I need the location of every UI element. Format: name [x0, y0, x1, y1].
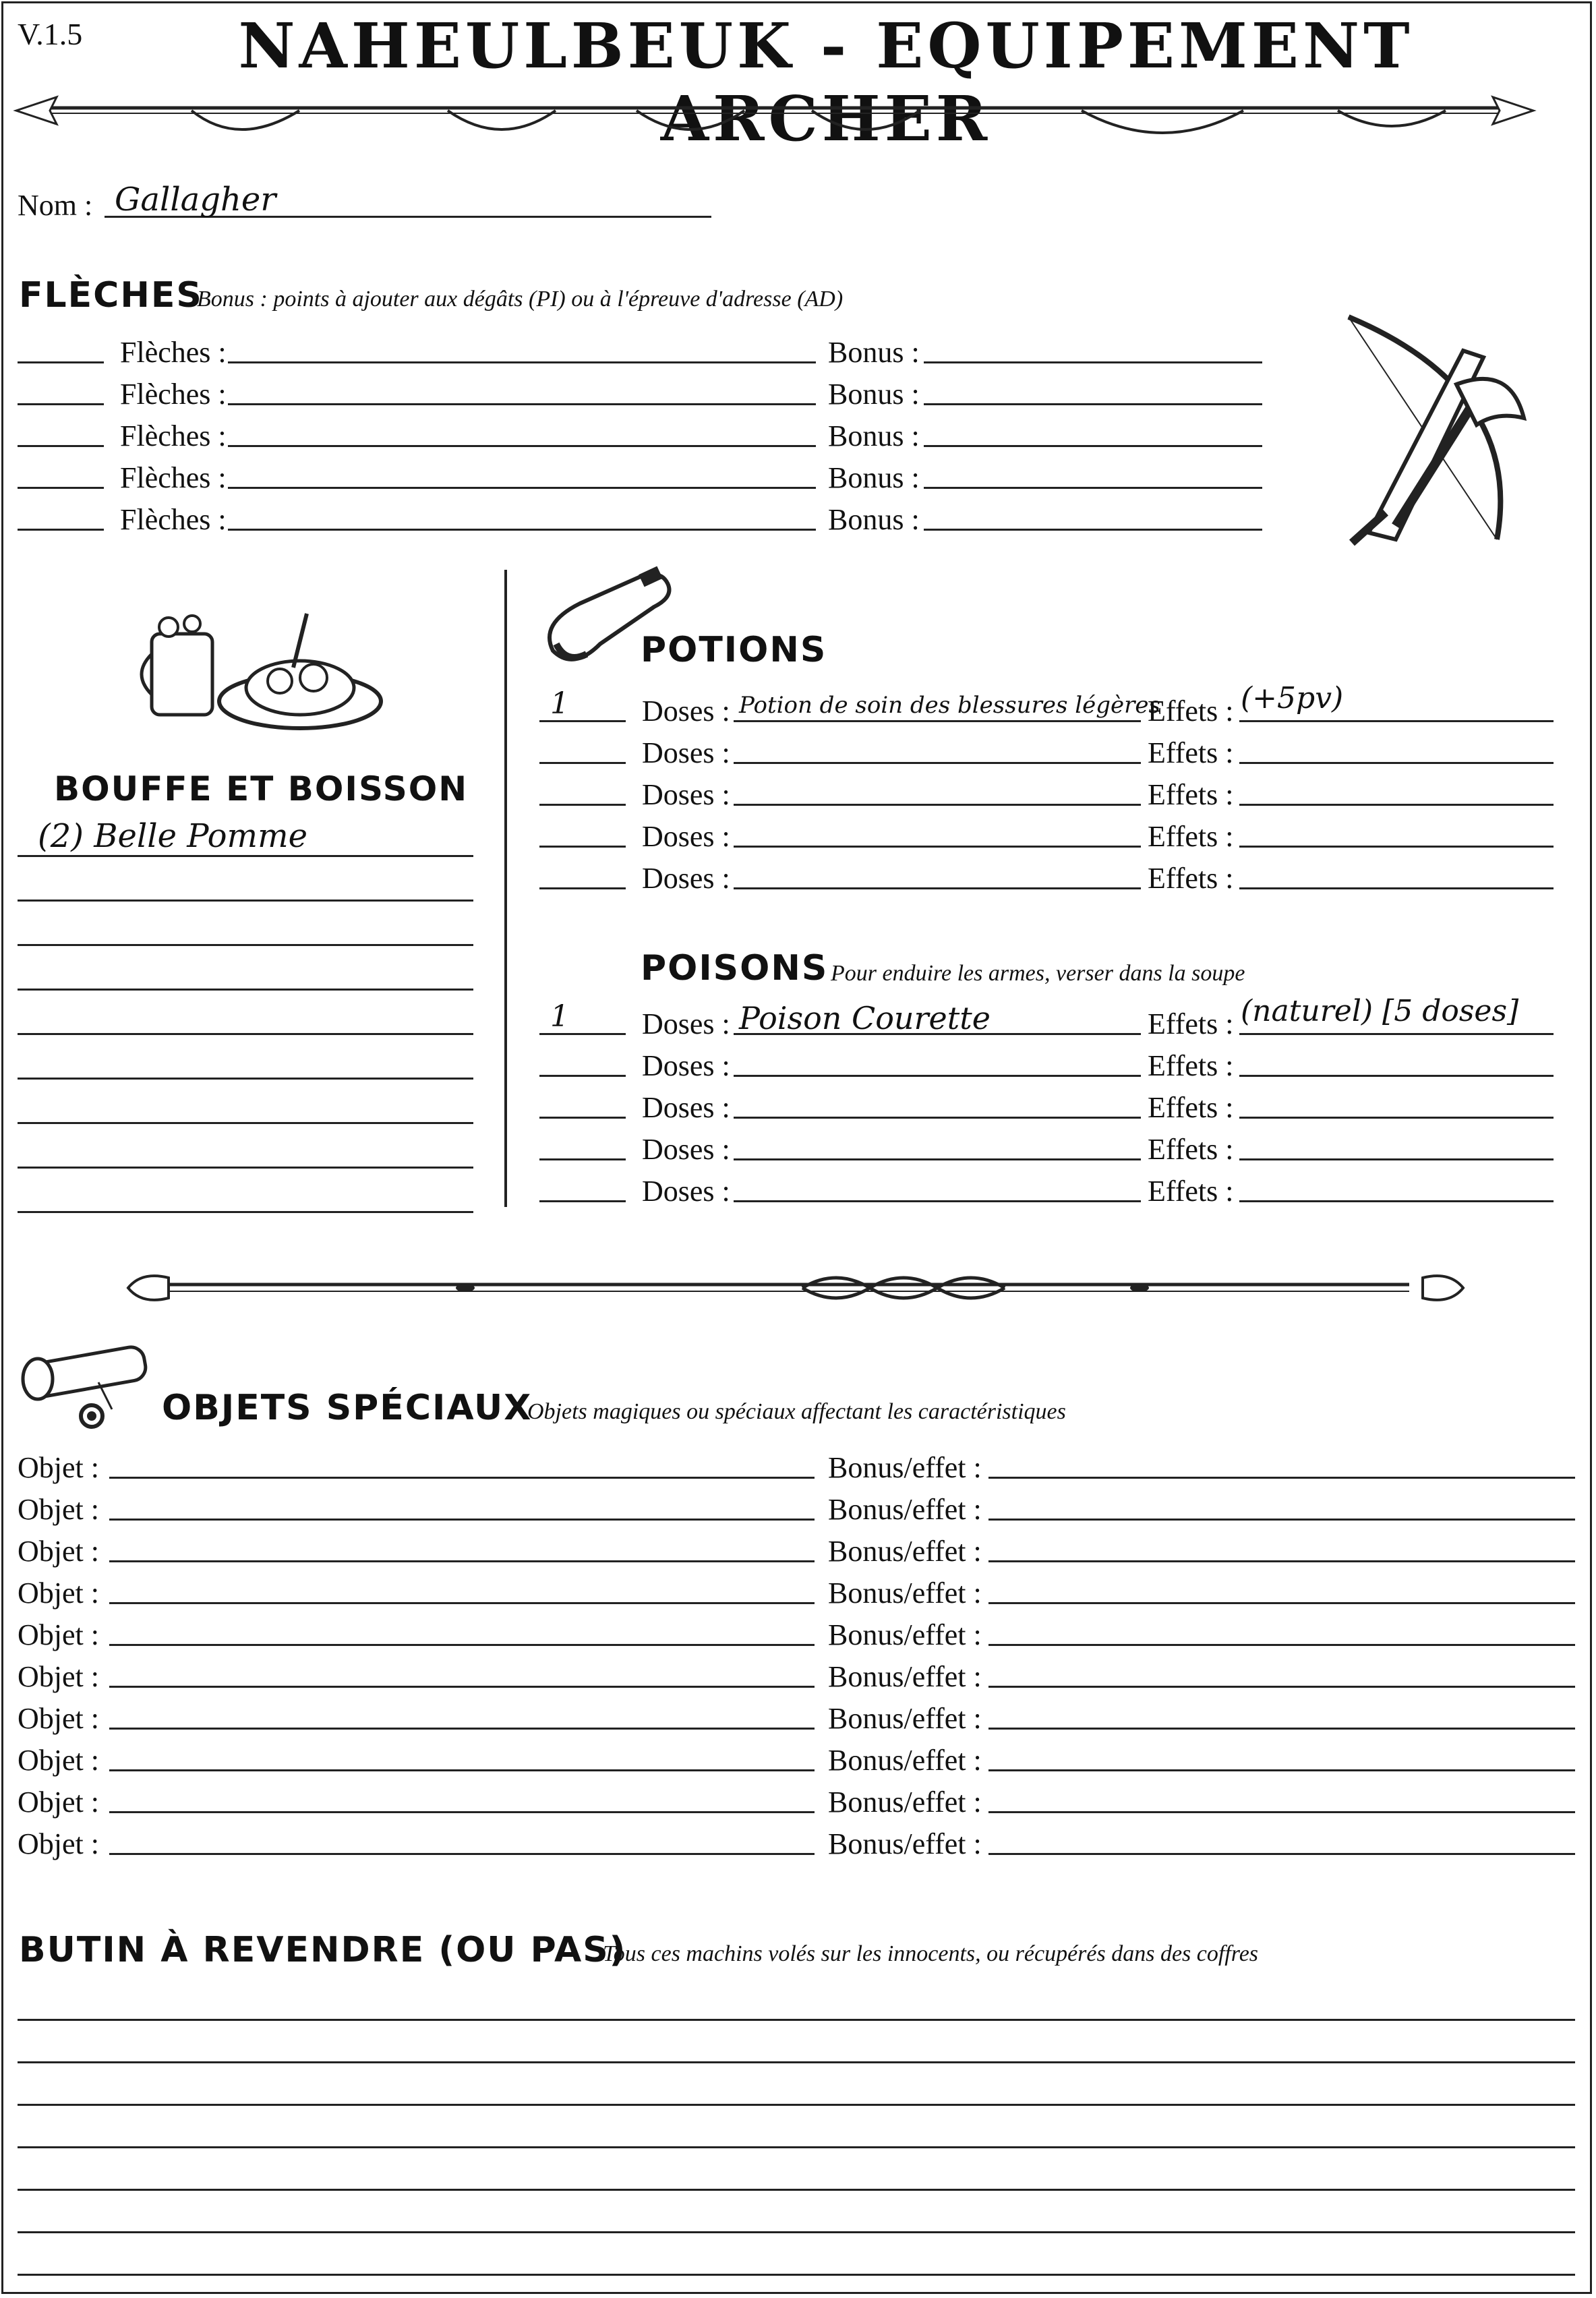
bow-axe-icon — [1322, 310, 1564, 553]
butin-line[interactable] — [18, 2231, 1575, 2233]
objet-bonus-line[interactable] — [988, 1519, 1575, 1521]
poisons-effect-line[interactable] — [1239, 1158, 1554, 1160]
potions-qty[interactable]: 1 — [550, 686, 569, 721]
objet-bonus-label: Bonus/effet : — [828, 1493, 982, 1526]
food-line[interactable] — [18, 900, 473, 902]
poisons-name-line[interactable] — [734, 1158, 1141, 1160]
butin-subtitle: Tous ces machins volés sur les innocents, ou récupérés dans des coffres — [603, 1941, 1259, 1966]
potions-qty-line[interactable] — [539, 846, 626, 848]
name-label: Nom : — [18, 189, 93, 222]
fleches-label: Flèches : — [120, 378, 227, 411]
poisons-qty-line[interactable] — [539, 1075, 626, 1077]
objet-bonus-line[interactable] — [988, 1686, 1575, 1688]
food-line[interactable] — [18, 855, 473, 857]
fleches-name-line[interactable] — [228, 445, 816, 447]
objet-bonus-label: Bonus/effet : — [828, 1535, 982, 1568]
poisons-effect-line[interactable] — [1239, 1200, 1554, 1202]
objet-line[interactable] — [109, 1811, 815, 1813]
butin-line[interactable] — [18, 2274, 1575, 2276]
potions-qty-line[interactable] — [539, 887, 626, 889]
objet-label: Objet : — [18, 1535, 99, 1568]
objet-label: Objet : — [18, 1702, 99, 1735]
objet-line[interactable] — [109, 1644, 815, 1646]
objet-bonus-line[interactable] — [988, 1811, 1575, 1813]
poisons-qty-line[interactable] — [539, 1117, 626, 1119]
poisons-name[interactable]: Poison Courette — [739, 1000, 991, 1036]
objet-line[interactable] — [109, 1853, 815, 1855]
fleches-bonus-line[interactable] — [924, 361, 1262, 363]
objet-bonus-line[interactable] — [988, 1477, 1575, 1479]
poisons-doses-label: Doses : — [642, 1049, 730, 1082]
potions-name-line[interactable] — [734, 804, 1141, 806]
butin-line[interactable] — [18, 2019, 1575, 2021]
potions-effect-line[interactable] — [1239, 804, 1554, 806]
poisons-effects-label: Effets : — [1148, 1175, 1234, 1208]
objet-bonus-label: Bonus/effet : — [828, 1451, 982, 1484]
objet-bonus-line[interactable] — [988, 1602, 1575, 1604]
objet-bonus-line[interactable] — [988, 1853, 1575, 1855]
food-line[interactable] — [18, 989, 473, 991]
poisons-title: POISONS — [641, 948, 829, 989]
potions-effects-label: Effets : — [1148, 820, 1234, 853]
objet-line[interactable] — [109, 1769, 815, 1771]
potions-name-line[interactable] — [734, 846, 1141, 848]
butin-line[interactable] — [18, 2061, 1575, 2063]
fleches-bonus-line[interactable] — [924, 529, 1262, 531]
objet-bonus-line[interactable] — [988, 1728, 1575, 1730]
objet-line[interactable] — [109, 1728, 815, 1730]
poisons-effects-label: Effets : — [1148, 1007, 1234, 1040]
objet-line[interactable] — [109, 1519, 815, 1521]
objet-label: Objet : — [18, 1744, 99, 1777]
fleches-name-line[interactable] — [228, 487, 816, 489]
fleches-qty-line[interactable] — [18, 403, 104, 405]
potions-name-line[interactable] — [734, 762, 1141, 764]
fleches-bonus-label: Bonus : — [828, 378, 920, 411]
objet-label: Objet : — [18, 1451, 99, 1484]
objet-label: Objet : — [18, 1786, 99, 1819]
fleches-label: Flèches : — [120, 419, 227, 452]
potions-doses-label: Doses : — [642, 862, 730, 895]
objet-bonus-line[interactable] — [988, 1769, 1575, 1771]
potions-qty-line[interactable] — [539, 762, 626, 764]
fleches-name-line[interactable] — [228, 361, 816, 363]
potions-effect-line[interactable] — [1239, 762, 1554, 764]
potions-effect-line[interactable] — [1239, 887, 1554, 889]
potions-doses-label: Doses : — [642, 778, 730, 811]
objet-bonus-label: Bonus/effet : — [828, 1786, 982, 1819]
staff-divider-icon — [128, 1261, 1463, 1308]
fleches-bonus-line[interactable] — [924, 403, 1262, 405]
poisons-effects-label: Effets : — [1148, 1133, 1234, 1166]
potions-effects-label: Effets : — [1148, 778, 1234, 811]
fleches-bonus-line[interactable] — [924, 487, 1262, 489]
potions-qty-line[interactable] — [539, 804, 626, 806]
fleches-name-line[interactable] — [228, 403, 816, 405]
objet-line[interactable] — [109, 1477, 815, 1479]
potions-title: POTIONS — [641, 630, 827, 670]
poisons-name-line[interactable] — [734, 1117, 1141, 1119]
objet-label: Objet : — [18, 1618, 99, 1651]
fleches-bonus-label: Bonus : — [828, 419, 920, 452]
objet-line[interactable] — [109, 1560, 815, 1562]
poisons-qty-line[interactable] — [539, 1200, 626, 1202]
objet-label: Objet : — [18, 1577, 99, 1610]
objet-label: Objet : — [18, 1660, 99, 1693]
arrow-divider-icon — [16, 88, 1533, 148]
potions-effect[interactable]: (+5pv) — [1241, 681, 1344, 715]
food-line[interactable] — [18, 1167, 473, 1169]
fleches-qty-line[interactable] — [18, 487, 104, 489]
objet-bonus-line[interactable] — [988, 1560, 1575, 1562]
poisons-doses-label: Doses : — [642, 1007, 730, 1040]
potions-effect-line[interactable] — [1239, 846, 1554, 848]
potions-doses-label: Doses : — [642, 736, 730, 769]
poisons-effects-label: Effets : — [1148, 1091, 1234, 1124]
fleches-bonus-label: Bonus : — [828, 503, 920, 536]
poisons-name-line[interactable] — [734, 1075, 1141, 1077]
objet-bonus-line[interactable] — [988, 1644, 1575, 1646]
fleches-label: Flèches : — [120, 336, 227, 369]
food-line[interactable] — [18, 1122, 473, 1124]
butin-line[interactable] — [18, 2189, 1575, 2191]
food-line[interactable] — [18, 1078, 473, 1080]
potions-effects-label: Effets : — [1148, 736, 1234, 769]
fleches-subtitle: Bonus : points à ajouter aux dégâts (PI) ou à l'épreuve d'adresse (AD) — [197, 287, 844, 312]
butin-line[interactable] — [18, 2146, 1575, 2148]
food-icon — [138, 600, 381, 735]
potions-name-line[interactable] — [734, 887, 1141, 889]
fleches-qty-line[interactable] — [18, 445, 104, 447]
objet-bonus-label: Bonus/effet : — [828, 1577, 982, 1610]
food-item[interactable]: (2) Belle Pomme — [38, 817, 307, 855]
potions-effects-label: Effets : — [1148, 695, 1234, 728]
objets-title: OBJETS SPÉCIAUX — [162, 1388, 533, 1428]
potions-doses-label: Doses : — [642, 820, 730, 853]
poisons-qty[interactable]: 1 — [550, 999, 569, 1034]
fleches-label: Flèches : — [120, 503, 227, 536]
fleches-bonus-label: Bonus : — [828, 336, 920, 369]
page-title: NAHEULBEUK - EQUIPEMENT ARCHER — [238, 9, 1414, 155]
fleches-qty-line[interactable] — [18, 361, 104, 363]
objet-line[interactable] — [109, 1602, 815, 1604]
poisons-effect-line[interactable] — [1239, 1033, 1554, 1035]
fleches-name-line[interactable] — [228, 529, 816, 531]
poisons-qty-line[interactable] — [539, 1158, 626, 1160]
poisons-doses-label: Doses : — [642, 1091, 730, 1124]
fleches-bonus-label: Bonus : — [828, 461, 920, 494]
fleches-qty-line[interactable] — [18, 529, 104, 531]
fleches-title: FLÈCHES — [19, 275, 203, 316]
scroll-ring-icon — [18, 1342, 166, 1430]
version-label: V.1.5 — [18, 17, 83, 51]
potions-doses-label: Doses : — [642, 695, 730, 728]
potions-effects-label: Effets : — [1148, 862, 1234, 895]
poisons-effect-line[interactable] — [1239, 1117, 1554, 1119]
butin-title: BUTIN À REVENDRE (OU PAS) — [19, 1930, 627, 1970]
objets-subtitle: Objets magiques ou spéciaux affectant les caractéristiques — [527, 1399, 1066, 1424]
objet-bonus-label: Bonus/effet : — [828, 1744, 982, 1777]
poisons-effects-label: Effets : — [1148, 1049, 1234, 1082]
food-title: BOUFFE ET BOISSON — [54, 769, 469, 808]
butin-line[interactable] — [18, 2104, 1575, 2106]
poisons-effect[interactable]: (naturel) [5 doses] — [1241, 994, 1519, 1028]
objet-line[interactable] — [109, 1686, 815, 1688]
poisons-effect-line[interactable] — [1239, 1075, 1554, 1077]
fleches-label: Flèches : — [120, 461, 227, 494]
potions-name[interactable]: Potion de soin des blessures légères — [739, 692, 1160, 719]
objet-bonus-label: Bonus/effet : — [828, 1618, 982, 1651]
fleches-bonus-line[interactable] — [924, 445, 1262, 447]
objet-label: Objet : — [18, 1493, 99, 1526]
objet-bonus-label: Bonus/effet : — [828, 1702, 982, 1735]
poisons-name-line[interactable] — [734, 1200, 1141, 1202]
column-divider — [504, 570, 507, 1207]
objet-label: Objet : — [18, 1827, 99, 1860]
objet-bonus-label: Bonus/effet : — [828, 1660, 982, 1693]
food-line[interactable] — [18, 944, 473, 946]
name-field[interactable]: Gallagher — [115, 181, 276, 218]
potions-effect-line[interactable] — [1239, 720, 1554, 722]
poisons-doses-label: Doses : — [642, 1175, 730, 1208]
food-line[interactable] — [18, 1033, 473, 1035]
objet-bonus-label: Bonus/effet : — [828, 1827, 982, 1860]
poisons-doses-label: Doses : — [642, 1133, 730, 1166]
poisons-subtitle: Pour enduire les armes, verser dans la soupe — [831, 961, 1245, 986]
food-line[interactable] — [18, 1211, 473, 1213]
